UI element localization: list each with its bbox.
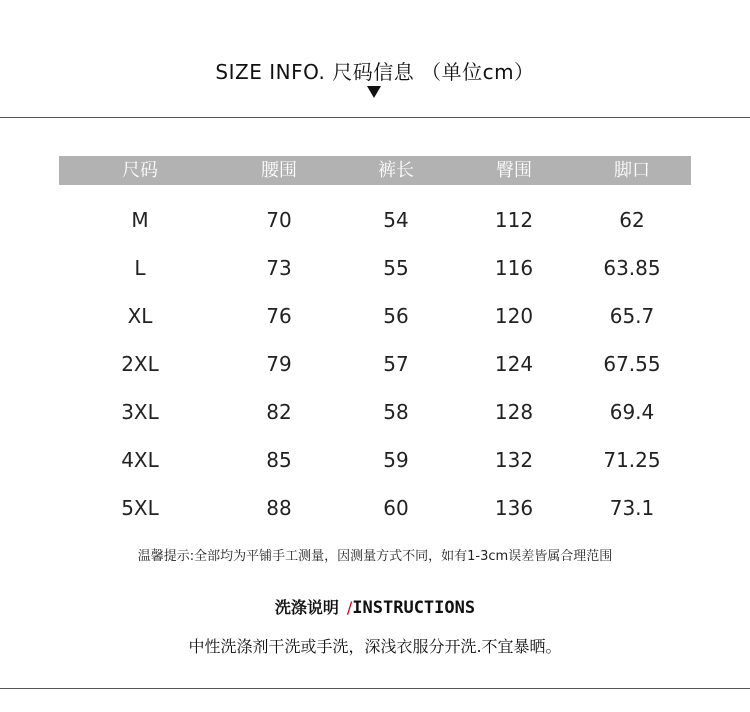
cell-waist: 70 (266, 208, 292, 232)
cell-waist: 76 (266, 304, 292, 328)
cell-size: 3XL (121, 400, 159, 424)
page-title: SIZE INFO. 尺码信息 （单位cm） (215, 60, 535, 84)
cell-waist: 79 (266, 352, 292, 376)
cell-hip: 132 (494, 448, 534, 472)
cell-hip: 120 (494, 304, 534, 328)
cell-waist: 73 (266, 256, 292, 280)
cell-size: 2XL (121, 352, 159, 376)
wash-instructions-title (0, 595, 750, 618)
table-row (59, 388, 691, 436)
cell-waist: 85 (266, 448, 292, 472)
table-row (59, 436, 691, 484)
cell-length: 55 (383, 256, 409, 280)
cell-waist: 88 (266, 496, 292, 520)
cell-leg-opening: 73.1 (609, 496, 655, 520)
cell-hip: 124 (494, 352, 534, 376)
cell-length: 56 (383, 304, 409, 328)
cell-length: 54 (383, 208, 409, 232)
cell-leg-opening: 71.25 (603, 448, 661, 472)
cell-length: 60 (383, 496, 409, 520)
cell-leg-opening: 62 (619, 208, 645, 232)
table-header (59, 156, 691, 185)
size-table (59, 156, 691, 532)
cell-length: 59 (383, 448, 409, 472)
title-slash: / (346, 598, 353, 617)
cell-leg-opening: 63.85 (603, 256, 661, 280)
cell-length: 57 (383, 352, 409, 376)
table-row (59, 340, 691, 388)
cell-hip: 112 (494, 208, 534, 232)
cell-hip: 116 (494, 256, 534, 280)
cell-leg-opening: 67.55 (603, 352, 661, 376)
wash-instructions-text: 中性洗涤剂干洗或手洗，深浅衣服分开洗.不宜暴晒。 (188, 637, 562, 656)
cell-hip: 136 (494, 496, 534, 520)
top-divider (0, 117, 750, 118)
cell-waist: 82 (266, 400, 292, 424)
table-row (59, 484, 691, 532)
column-header-waist: 腰围 (261, 160, 297, 181)
table-row (59, 196, 691, 244)
bottom-divider (0, 688, 750, 689)
column-header-leg-opening: 脚口 (614, 160, 650, 181)
cell-size: 4XL (121, 448, 159, 472)
cell-length: 58 (383, 400, 409, 424)
table-row (59, 292, 691, 340)
cell-size: XL (127, 304, 153, 328)
measurement-note: 温馨提示:全部均为平铺手工测量，因测量方式不同，如有1-3cm误差皆属合理范围 (137, 549, 613, 564)
column-header-length: 裤长 (378, 160, 414, 181)
table-body (59, 185, 691, 532)
cell-size: L (134, 256, 146, 280)
column-header-hip: 臀围 (496, 160, 532, 181)
table-row (59, 244, 691, 292)
cell-hip: 128 (494, 400, 534, 424)
cell-size: 5XL (121, 496, 159, 520)
cell-size: M (131, 208, 149, 232)
down-arrow-icon (367, 86, 381, 98)
wash-title-cn: 洗涤说明 (274, 598, 339, 617)
wash-title-en: INSTRUCTIONS (352, 598, 476, 618)
column-header-size: 尺码 (122, 160, 158, 181)
cell-leg-opening: 65.7 (609, 304, 655, 328)
cell-leg-opening: 69.4 (609, 400, 655, 424)
